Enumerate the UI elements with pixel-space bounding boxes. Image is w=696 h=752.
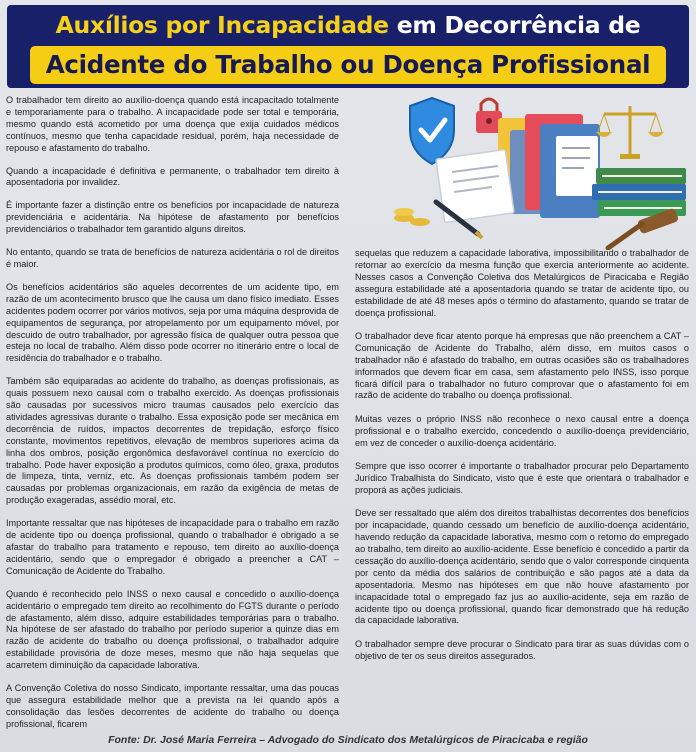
title-highlight: Auxílios por Incapacidade <box>55 11 389 39</box>
coins-icon <box>394 208 430 226</box>
paragraph: Sempre que isso ocorrer é importante o trabalhador procurar pelo Departamento Jurídico Trabalhista do Sindicato, visto que é este que orientará o trabalhador e proporá as ações judiciais. <box>355 461 689 495</box>
paragraph: Importante ressaltar que nas hipóteses de incapacidade para o trabalho em razão de acidente tipo ou doença profissional, quando o trabalhador é obrigado a se afastar do trabalho para tratamento e repouso, tem direito ao auxílio-doença acidentário, sendo que o empregador é obrigado a preencher a CAT – Comunicação de Acidente do Trabalho. <box>6 518 339 576</box>
title-banner <box>7 5 689 88</box>
paragraph: Os benefícios acidentários são aqueles decorrentes de um acidente tipo, em razão de um acontecimento brusco que lhe causa um dano físico imediato. Esses acidentes podem ocorrer por vários motivos, seja por uma máquina desprovida de equipamentos de segurança, por atropelamento por um equipamento móvel, por descuido de outro trabalhador, por agressão física de qualquer outra pessoa que esteja no local de trabalho. Além disso pode ocorrer no itinerário entre o local de residência do trabalhador e o trabalho. <box>6 281 339 364</box>
source-credit: Fonte: Dr. José Maria Ferreira – Advogado do Sindicato dos Metalúrgicos de Piracicaba e região <box>108 734 588 746</box>
paragraph: Deve ser ressaltado que além dos direitos trabalhistas decorrentes dos benefícios por incapacidade, quando cessado um benefício de auxílio-doença acidentário, havendo redução da capacidade laborativa, mesmo com o retorno do empregado ao trabalho, tem direito ao auxílio-acidente. Esse benefício é concedido a partir da cessação do auxílio-doença acidentário, sendo que o valor corresponde cinquenta por cento da média dos salários de contribuição e são pagos até a data da aposentadoria. Mesmo nas hipóteses em que não houve afastamento por incapacidade total o empregado faz jus ao auxílio-acidente, seja em razão de acidente tipo ou doença profissional, quando ficar demonstrado que há redução da capacidade laborativa. <box>355 508 689 626</box>
paragraph: Também são equiparadas ao acidente do trabalho, as doenças profissionais, as quais possuem nexo causal com o trabalho exercido. As doenças profissionais são causadas por sucessivos micro traumas causados pelo exercício das atividades agressivas durante o trabalho. Essa exposição pode ser mecânica em decorrência de ruídos, impactos decorrentes de trepidação, esforço físico constante, movimentos repetitivos, elevação de membros superiores acima da linha dos ombros, posição ergonômica desfavorável contínua no exercício do trabalho. Pode haver exposição a produtos químicos, como óleo, graxa, produtos de limpeza, tinta, verniz, etc. As doenças profissionais também podem ser causadas por problemas organizacionais, em razão da exigência de metas de produção exageradas, assédio moral, etc. <box>6 376 339 506</box>
paragraph: É importante fazer a distinção entre os benefícios por incapacidade de natureza previdenciária e acidentária. Na hipótese de afastamento por benefícios previdenciários o trabalhador tem garantido alguns direitos. <box>6 200 339 235</box>
paragraph: O trabalhador tem direito ao auxílio-doença quando está incapacitado totalmente e temporariamente para o trabalho. A incapacidade pode ser total e temporária, mesmo quando está acometido por uma doença que exija cuidados médicos contínuos, mesmo que tenha capacidade residual, porém, haja necessidade de repouso e afastamento do trabalho. <box>6 95 339 153</box>
paragraph: O trabalhador deve ficar atento porque há empresas que não preenchem a CAT – Comunicação de Acidente do Trabalho, além disso, em muitos casos o trabalhador não é afastado do trabalho, em outras ocasiões são os trabalhadores informados que devem ficar em casa, sem afastamento pelo INSS, isso porque ficará difícil para o trabalhador no futuro comprovar que o afastamento foi em razão de acidente do trabalho ou doença profissional. <box>355 330 689 401</box>
title-rest: em Decorrência de <box>388 11 641 39</box>
paragraph: Muitas vezes o próprio INSS não reconhece o nexo causal entre a doença profissional e o trabalho exercido, concedendo o auxílio-doença previdenciário, em vez de conceder o auxílio-doença acidentário. <box>355 413 689 448</box>
legal-documents-illustration <box>380 92 692 250</box>
paragraph: A Convenção Coletiva do nosso Sindicato, importante ressaltar, uma das poucas que assegura estabilidade melhor que a prevista na lei quando após a consolidação das lesões decorrentes de acidente do trabalho ou doença profissional, ficarem <box>6 683 339 729</box>
paragraph: O trabalhador sempre deve procurar o Sindicato para tirar as suas dúvidas com o objetivo de ter os seus direitos assegurados. <box>355 638 689 661</box>
shield-icon <box>410 98 454 164</box>
right-column <box>355 248 689 674</box>
paragraph: sequelas que reduzem a capacidade laborativa, impossibilitando o trabalhador de retornar ao exercício da mesma função que exercia anteriormente ao acidente. Nesses casos a Convenção Coletiva dos Metalúrgicos de Piracicaba e Região assegura estabilidade até a aposentadoria quando se tratar de acidente tipo, ou estabilidade de até 48 meses após o término do afastamento, quando se tratar de doença profissional. <box>355 248 689 318</box>
left-column <box>6 95 339 742</box>
title-line-2: Acidente do Trabalho ou Doença Profissional <box>30 46 666 84</box>
paragraph: No entanto, quando se trata de benefícios de natureza acidentária o rol de direitos é maior. <box>6 247 339 269</box>
paragraph: Quando é reconhecido pelo INSS o nexo causal e concedido o auxílio-doença acidentário o empregado tem direito ao recolhimento do FGTS durante o período de afastamento, além disso, adquire estabilidades temporárias para o trabalho. Na hipótese de ser afastado do trabalho por período superior a quinze dias em razão de acidente do trabalho ou doença profissional, o trabalhador adquire estabilidade provisória de doze meses, mesmo que não haja sequelas que acarretem diminuição da capacidade laborativa. <box>6 588 339 671</box>
title-line-1 <box>7 8 689 42</box>
scales-icon <box>596 106 664 159</box>
paragraph: Quando a incapacidade é definitiva e permanente, o trabalhador tem direito à aposentadoria por invalidez. <box>6 165 339 188</box>
